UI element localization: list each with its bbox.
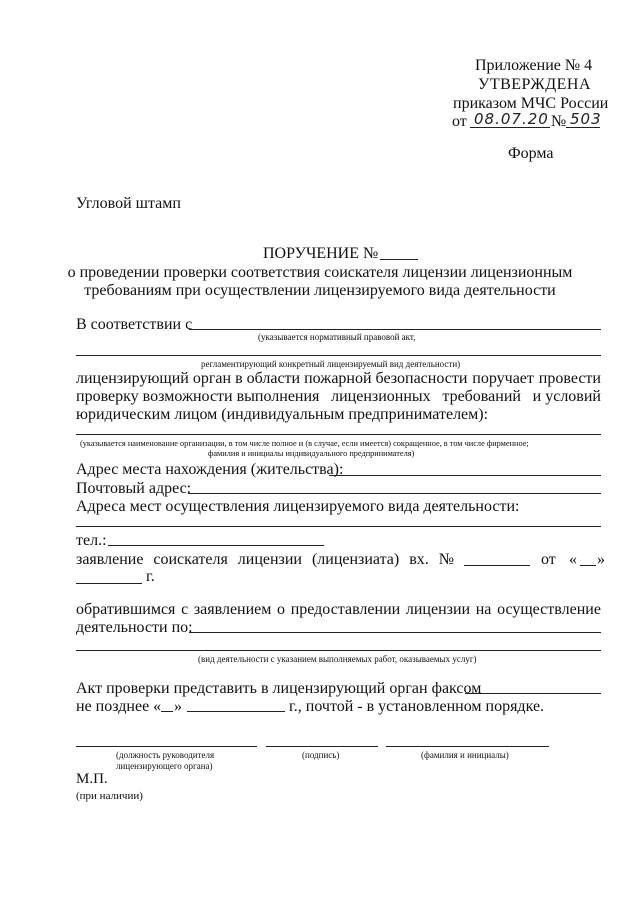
seal-label: М.П. <box>76 771 108 787</box>
para1-part-1: лицензирующий орган в области пожарной безопасности <box>76 370 468 387</box>
handwritten-number: 503 <box>570 110 602 128</box>
applied-word-3: заявлением <box>193 601 272 618</box>
signature-line <box>266 746 378 747</box>
paragraph-line-2 <box>76 388 601 406</box>
act-fax-label: Акт проверки представить в лицензирующий орган факсом <box>76 680 482 697</box>
position-line <box>76 746 257 747</box>
applied-text <box>76 601 601 619</box>
year-suffix: г. <box>146 568 155 585</box>
applied-word-6: лицензии <box>405 601 471 618</box>
activity-addresses-line <box>76 526 601 527</box>
paragraph-line-3: юридическим лицом (индивидуальным предпринимателем): <box>76 406 489 423</box>
application-word-2: соискателя <box>153 551 228 568</box>
order-label: приказом МЧС России <box>453 95 609 112</box>
application-word-5: вх. <box>409 551 429 568</box>
location-address-line <box>329 475 601 476</box>
post-order-label: г., почтой - в установленном порядке. <box>289 698 545 715</box>
activity-line <box>189 632 601 633</box>
activity-line-2 <box>76 650 601 651</box>
from-label: от <box>541 551 556 568</box>
phone-label: тел.: <box>76 532 107 549</box>
applied-word-2: с <box>181 601 189 618</box>
name-hint: (фамилия и инициалы) <box>421 750 509 760</box>
hint-organization: (указывается наименование организации, в том числе полное и (в случае, если имеется) сокращенное, в том числе фирменное; <box>80 439 529 448</box>
handwritten-date: 08.07.20 <box>474 110 549 128</box>
signature-hint: (подпись) <box>302 750 340 760</box>
activity-for-label: деятельности по: <box>76 619 193 636</box>
paragraph-line-1 <box>76 370 601 388</box>
title-line-1: о проведении проверки соответствия соискателя лицензии лицензионным <box>67 264 573 281</box>
hint-organization-2: фамилия и инициалы индивидуального предпринимателя) <box>208 449 415 458</box>
postal-address-line <box>188 493 601 494</box>
para2-part-3: требований <box>442 388 521 405</box>
seal-note: (при наличии) <box>76 790 143 802</box>
not-later-label: не позднее « <box>76 698 162 715</box>
activity-addresses-label: Адреса мест осуществления лицензируемого вида деятельности: <box>76 498 520 515</box>
incoming-number-line <box>464 565 530 566</box>
applied-word-7: на <box>475 601 492 618</box>
position-hint-2: лицензирующего органа) <box>116 761 213 771</box>
quote-close: » <box>597 551 605 568</box>
not-later-close: » <box>174 698 182 715</box>
hint-legal-act: (указывается нормативный правовой акт, <box>258 332 416 342</box>
corner-stamp-label: Угловой штамп <box>76 195 181 212</box>
fax-line <box>465 693 601 694</box>
legal-act-line <box>189 329 601 330</box>
quote-open: « <box>569 551 577 568</box>
phone-line <box>108 545 324 546</box>
appendix-label: Приложение № 4 <box>475 57 593 74</box>
number-line <box>566 127 600 128</box>
date-prefix: от <box>452 113 467 130</box>
para2-part-1: проверку возможности выполнения <box>76 388 320 405</box>
document-heading: ПОРУЧЕНИЕ № <box>263 245 379 262</box>
para2-part-4: и условий <box>532 388 601 405</box>
date-line <box>470 127 550 128</box>
application-word-3: лицензии <box>237 551 302 568</box>
legal-act-line-2 <box>76 355 601 356</box>
approved-label: УТВЕРЖДЕНА <box>478 76 592 93</box>
title-line-2: требованиям при осуществлении лицензируемого вида деятельности <box>84 282 556 299</box>
according-to-label: В соответствии с <box>76 316 193 333</box>
month-year-line <box>76 583 142 584</box>
position-hint: (должность руководителя <box>116 750 215 760</box>
hint-regulating: регламентирующий конкретный лицензируемый вид деятельности) <box>201 359 461 369</box>
hint-activity: (вид деятельности с указанием выполняемых работ, оказываемых услуг) <box>198 654 477 664</box>
number-sign: № <box>551 113 567 130</box>
application-word-6: № <box>438 551 454 568</box>
deadline-day-line <box>161 711 173 712</box>
day-line <box>580 565 596 566</box>
applied-word-1: обратившимся <box>76 601 176 618</box>
applied-word-8: осуществление <box>497 601 601 618</box>
para1-part-3: провести <box>538 370 601 387</box>
application-word-4: (лицензиата) <box>311 551 400 568</box>
application-text <box>76 551 454 569</box>
para2-part-2: лицензионных <box>331 388 431 405</box>
applied-word-4: о <box>277 601 286 618</box>
para1-part-2: поручает <box>472 370 534 387</box>
heading-number-line <box>380 259 418 260</box>
deadline-month-line <box>187 711 285 712</box>
name-line <box>386 746 549 747</box>
applied-word-5: предоставлении <box>290 601 401 618</box>
postal-address-label: Почтовый адрес: <box>76 480 192 497</box>
organization-line <box>76 434 601 435</box>
location-address-label: Адрес места нахождения (жительства): <box>76 461 344 478</box>
form-label: Форма <box>508 145 554 162</box>
application-word-1: заявление <box>76 551 144 568</box>
